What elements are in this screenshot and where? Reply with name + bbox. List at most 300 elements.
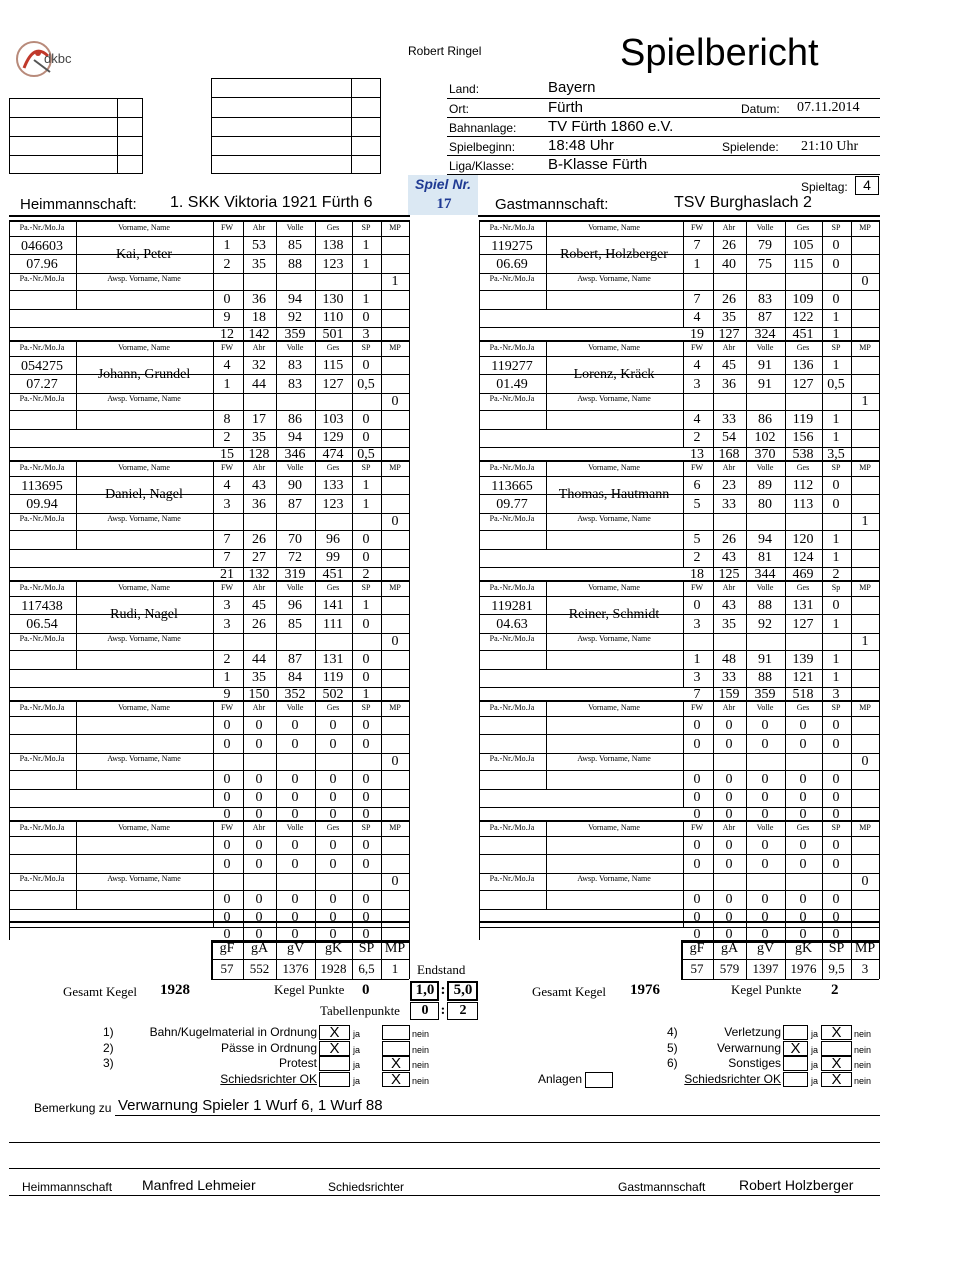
rule-line — [851, 340, 852, 460]
player-birth: 07.96 — [26, 257, 58, 272]
rule-line — [785, 700, 786, 820]
col-header-fw: FW — [221, 823, 233, 832]
rule-line — [479, 513, 879, 514]
away-kegelpunkte-value: 2 — [831, 982, 839, 998]
info-value: Fürth — [548, 99, 584, 116]
rule-line — [9, 567, 409, 568]
throw-value: 0 — [362, 838, 370, 853]
throw-value: 7 — [693, 238, 701, 253]
check-ja-label: ja — [353, 1060, 361, 1070]
totals-header: SP — [828, 941, 845, 956]
player-birth: 09.77 — [496, 497, 528, 512]
rule-line — [9, 1168, 880, 1169]
player-mp: 0 — [391, 394, 399, 409]
col-header-ges: Ges — [326, 703, 340, 712]
col-header-id: Pa.-Nr./Mo.Ja — [19, 463, 65, 472]
home-gesamt-value: 1928 — [160, 982, 190, 998]
check-ja-label: ja — [811, 1029, 819, 1039]
rule-line — [381, 940, 382, 979]
throw-value: 127 — [322, 377, 344, 392]
rule-line — [479, 614, 879, 615]
check-ja-label: ja — [353, 1044, 361, 1055]
throw-value: 0 — [832, 838, 840, 853]
col-header-awsp: Awsp. Vorname, Name — [107, 514, 181, 523]
rule-line — [76, 340, 77, 429]
rule-line — [546, 460, 547, 549]
bemerkung-label: Bemerkung zu — [34, 1101, 112, 1115]
rule-line — [9, 494, 409, 495]
throw-value: 1 — [223, 377, 231, 392]
throw-value: 1 — [223, 670, 231, 685]
rule-line — [76, 700, 77, 789]
sum-value: 3 — [832, 687, 840, 702]
away-team-label: Gastmannschaft: — [495, 196, 609, 213]
rule-line — [447, 117, 880, 118]
throw-value: 0 — [291, 838, 299, 853]
rule-line — [9, 734, 409, 735]
throw-value: 127 — [792, 377, 814, 392]
throw-value: 36 — [252, 497, 266, 512]
throw-value: 0 — [362, 892, 370, 907]
col-header-sp: SP — [831, 823, 841, 832]
rule-line — [879, 220, 880, 340]
tabellen-sep: : — [440, 1003, 446, 1018]
sum-value: 0 — [362, 927, 370, 942]
throw-value: 18 — [252, 310, 266, 325]
col-header-fw: FW — [221, 343, 233, 352]
rule-line — [479, 734, 879, 735]
totals-value: 57 — [220, 961, 234, 976]
sum-value: 128 — [248, 447, 270, 462]
throw-value: 35 — [252, 670, 266, 685]
throw-value: 0 — [832, 497, 840, 512]
rule-line — [479, 254, 879, 255]
throw-value: 0 — [291, 857, 299, 872]
rule-line — [479, 356, 879, 357]
rule-line — [315, 700, 316, 820]
rule-line — [879, 700, 880, 820]
sum-value: 19 — [690, 327, 704, 342]
throw-value: 0 — [329, 838, 337, 853]
throw-value: 0 — [291, 718, 299, 733]
sum-value: 451 — [322, 567, 344, 582]
rule-line — [9, 136, 143, 137]
throw-value: 0 — [223, 838, 231, 853]
sum-value: 501 — [322, 327, 344, 342]
throw-value: 3 — [223, 497, 231, 512]
sum-value: 0 — [761, 807, 769, 822]
rule-line — [479, 327, 879, 328]
throw-value: 0 — [799, 892, 807, 907]
throw-value: 0 — [761, 892, 769, 907]
throw-value: 141 — [322, 598, 344, 613]
throw-value: 0 — [799, 718, 807, 733]
rule-line — [9, 807, 409, 808]
rule-line — [479, 290, 879, 291]
throw-value: 0,5 — [357, 377, 375, 392]
col-header-abr: Abr — [252, 223, 266, 232]
rule-line — [479, 410, 879, 411]
col-header-id: Pa.-Nr./Mo.Ja — [489, 394, 535, 403]
rule-line — [479, 567, 879, 568]
throw-value: 43 — [252, 478, 266, 493]
throw-value: 54 — [722, 430, 736, 445]
check-label: Protest — [278, 1056, 317, 1070]
throw-value: 36 — [722, 377, 736, 392]
throw-value: 1 — [832, 310, 840, 325]
totals-value: 9,5 — [828, 961, 845, 976]
throw-value: 0 — [725, 790, 733, 805]
col-header-sp: SP — [361, 343, 371, 352]
check-ja-label: ja — [353, 1029, 361, 1039]
rule-line — [546, 700, 547, 789]
rule-line — [243, 460, 244, 580]
col-header-volle: Volle — [756, 343, 774, 352]
throw-value: 94 — [758, 532, 772, 547]
col-header-awsp: Awsp. Vorname, Name — [577, 634, 651, 643]
throw-value: 0 — [255, 772, 263, 787]
rule-line — [851, 700, 852, 820]
throw-value: 0 — [761, 910, 769, 925]
rule-line — [479, 854, 879, 855]
throw-value: 0 — [291, 910, 299, 925]
throw-value: 83 — [288, 377, 302, 392]
col-header-id: Pa.-Nr./Mo.Ja — [489, 514, 535, 523]
throw-value: 75 — [758, 257, 772, 272]
throw-value: 1 — [362, 238, 370, 253]
col-header-sp: SP — [831, 343, 841, 352]
throw-value: 0 — [761, 772, 769, 787]
sum-value: 518 — [792, 687, 814, 702]
anlagen-box — [585, 1072, 613, 1088]
throw-value: 85 — [288, 617, 302, 632]
throw-value: 115 — [322, 358, 344, 373]
rule-line — [409, 820, 410, 940]
endstand-label: Endstand — [417, 962, 466, 977]
sum-value: 21 — [220, 567, 234, 582]
throw-value: 2 — [223, 257, 231, 272]
sum-value: 0 — [329, 807, 337, 822]
rule-line — [713, 940, 714, 979]
sum-value: 0,5 — [357, 447, 375, 462]
away-team-name: TSV Burghaslach 2 — [674, 194, 812, 211]
footer-gast-name: Robert Holzberger — [739, 1177, 854, 1193]
author-name: Robert Ringel — [408, 44, 482, 58]
throw-value: 0 — [761, 857, 769, 872]
throw-value: 72 — [288, 550, 302, 565]
throw-value: 35 — [252, 257, 266, 272]
throw-value: 124 — [792, 550, 814, 565]
throw-value: 1 — [223, 238, 231, 253]
sum-value: 0 — [725, 807, 733, 822]
throw-value: 1 — [693, 652, 701, 667]
sum-value: 12 — [220, 327, 234, 342]
throw-value: 119 — [792, 412, 814, 427]
throw-value: 0 — [725, 857, 733, 872]
sum-value: 0 — [329, 927, 337, 942]
col-header-abr: Abr — [722, 703, 736, 712]
rule-line — [9, 155, 143, 156]
throw-value: 1 — [362, 497, 370, 512]
throw-value: 3 — [223, 617, 231, 632]
rule-line — [9, 687, 409, 688]
check-number: 2) — [103, 1040, 114, 1055]
throw-value: 84 — [288, 670, 302, 685]
check-label: Verletzung — [724, 1025, 781, 1039]
sum-value: 344 — [754, 567, 776, 582]
sum-value: 0 — [223, 807, 231, 822]
player-pass-number: 117438 — [21, 599, 63, 614]
sum-value: 0 — [761, 927, 769, 942]
col-header-id: Pa.-Nr./Mo.Ja — [489, 703, 535, 712]
rule-line — [352, 460, 353, 580]
throw-value: 3 — [693, 377, 701, 392]
rule-line — [681, 940, 879, 943]
rule-line — [479, 700, 879, 702]
rule-line — [479, 700, 480, 820]
col-header-awsp: Awsp. Vorname, Name — [107, 874, 181, 883]
throw-value: 0 — [761, 737, 769, 752]
player-mp: 0 — [391, 514, 399, 529]
col-header-id: Pa.-Nr./Mo.Ja — [19, 394, 65, 403]
rule-line — [9, 596, 409, 597]
rule-line — [879, 460, 880, 580]
throw-value: 0 — [832, 598, 840, 613]
rule-line — [479, 580, 879, 582]
throw-value: 0 — [362, 310, 370, 325]
totals-value: 57 — [690, 961, 704, 976]
player-name: Johann, Grundel — [97, 367, 191, 382]
check-ja-box — [319, 1072, 350, 1087]
throw-value: 1 — [832, 412, 840, 427]
check-label: Bahn/Kugelmaterial in Ordnung — [149, 1025, 317, 1039]
player-mp: 0 — [391, 874, 399, 889]
player-name: Kai, Peter — [116, 247, 172, 262]
rule-line — [822, 700, 823, 820]
rule-line — [479, 460, 879, 462]
col-header-volle: Volle — [286, 583, 304, 592]
rule-line — [315, 460, 316, 580]
throw-value: 32 — [252, 358, 266, 373]
throw-value: 8 — [223, 412, 231, 427]
rule-line — [681, 979, 879, 980]
totals-header: gA — [250, 941, 269, 956]
info-label: Bahnanlage: — [449, 121, 517, 135]
throw-value: 35 — [252, 430, 266, 445]
throw-value: 4 — [693, 358, 701, 373]
player-birth: 04.63 — [496, 617, 528, 632]
sum-value: 142 — [248, 327, 270, 342]
player-mp: 0 — [861, 874, 869, 889]
rule-line — [352, 340, 353, 460]
throw-value: 0 — [362, 617, 370, 632]
rule-line — [213, 580, 214, 687]
rule-line — [479, 669, 879, 670]
col-header-name: Vorname, Name — [118, 823, 170, 832]
player-mp: 0 — [391, 754, 399, 769]
rule-line — [546, 220, 547, 309]
col-header-fw: FW — [691, 703, 703, 712]
throw-value: 87 — [288, 497, 302, 512]
throw-value: 0 — [693, 857, 701, 872]
col-header-id: Pa.-Nr./Mo.Ja — [489, 463, 535, 472]
throw-value: 0 — [255, 718, 263, 733]
rule-line — [9, 215, 410, 217]
col-header-sp: SP — [831, 223, 841, 232]
sum-value: 359 — [284, 327, 306, 342]
throw-value: 4 — [223, 358, 231, 373]
throw-value: 131 — [792, 598, 814, 613]
col-header-abr: Abr — [252, 823, 266, 832]
sum-value: 324 — [754, 327, 776, 342]
throw-value: 26 — [722, 238, 736, 253]
rule-line — [213, 700, 214, 807]
col-header-mp: MP — [389, 823, 401, 832]
col-header-volle: Volle — [286, 703, 304, 712]
rule-line — [9, 753, 409, 754]
throw-value: 0 — [832, 257, 840, 272]
sum-value: 1 — [362, 687, 370, 702]
col-header-fw: FW — [691, 463, 703, 472]
throw-value: 99 — [326, 550, 340, 565]
rule-line — [479, 220, 480, 340]
rule-line — [9, 460, 10, 580]
player-pass-number: 119275 — [491, 239, 533, 254]
throw-value: 85 — [288, 238, 302, 253]
sum-value: 0 — [291, 927, 299, 942]
spieltag-label: Spieltag: — [801, 180, 848, 194]
rule-line — [851, 220, 852, 340]
rule-line — [822, 220, 823, 340]
info-value: Bayern — [548, 79, 596, 96]
check-ja-mark: X — [790, 1039, 801, 1057]
throw-value: 96 — [288, 598, 302, 613]
player-mp: 1 — [861, 514, 869, 529]
sum-value: 0 — [291, 807, 299, 822]
rule-line — [9, 716, 409, 717]
rule-line — [409, 940, 410, 979]
check-nein-mark: X — [390, 1070, 402, 1088]
col-header-awsp: Awsp. Vorname, Name — [107, 754, 181, 763]
totals-header: SP — [358, 941, 375, 956]
check-label: Verwarnung — [716, 1040, 781, 1055]
player-birth: 06.54 — [26, 617, 58, 632]
throw-value: 26 — [252, 532, 266, 547]
throw-value: 45 — [722, 358, 736, 373]
throw-value: 0 — [255, 790, 263, 805]
rule-line — [9, 650, 409, 651]
throw-value: 0 — [832, 478, 840, 493]
rule-line — [479, 650, 879, 651]
throw-value: 0 — [362, 910, 370, 925]
sum-value: 451 — [792, 327, 814, 342]
col-header-name: Vorname, Name — [588, 583, 640, 592]
throw-value: 0 — [761, 790, 769, 805]
throw-value: 4 — [223, 478, 231, 493]
throw-value: 0 — [329, 892, 337, 907]
throw-value: 0 — [329, 737, 337, 752]
throw-value: 0 — [832, 857, 840, 872]
throw-value: 44 — [252, 652, 266, 667]
throw-value: 96 — [326, 532, 340, 547]
totals-value: 1 — [391, 961, 399, 976]
rule-line — [822, 340, 823, 460]
throw-value: 1 — [362, 257, 370, 272]
col-header-volle: Volle — [756, 223, 774, 232]
rule-line — [315, 580, 316, 700]
col-header-volle: Volle — [756, 463, 774, 472]
throw-value: 0 — [223, 910, 231, 925]
check-nein-mark: X — [831, 1055, 842, 1072]
rule-line — [211, 959, 409, 960]
check-ja-mark: X — [329, 1039, 340, 1057]
rule-line — [851, 460, 852, 580]
throw-value: 0 — [832, 772, 840, 787]
rule-line — [9, 927, 409, 928]
player-pass-number: 113665 — [491, 479, 533, 494]
col-header-fw: FW — [221, 583, 233, 592]
col-header-name: Vorname, Name — [118, 583, 170, 592]
throw-value: 109 — [792, 292, 814, 307]
check-nein-label: nein — [854, 1075, 872, 1086]
rule-line — [479, 236, 879, 237]
col-header-id: Pa.-Nr./Mo.Ja — [19, 274, 65, 283]
col-header-id: Pa.-Nr./Mo.Ja — [489, 874, 535, 883]
rule-line — [76, 220, 77, 309]
info-value: 18:48 Uhr — [548, 137, 614, 154]
rule-line — [479, 309, 879, 310]
totals-value: 579 — [719, 961, 740, 976]
sum-value: 0 — [832, 807, 840, 822]
throw-value: 7 — [223, 550, 231, 565]
sum-value: 538 — [792, 447, 814, 462]
col-header-volle: Volle — [756, 703, 774, 712]
rule-line — [683, 700, 684, 807]
rule-line — [785, 460, 786, 580]
check-nein-label: nein — [854, 1044, 872, 1055]
col-header-mp: MP — [859, 823, 871, 832]
throw-value: 127 — [792, 617, 814, 632]
throw-value: 87 — [758, 310, 772, 325]
rule-line — [683, 220, 684, 327]
rule-line — [479, 890, 879, 891]
throw-value: 0 — [693, 772, 701, 787]
throw-value: 0 — [329, 910, 337, 925]
col-header-fw: FW — [691, 823, 703, 832]
sum-value: 319 — [284, 567, 306, 582]
col-header-id: Pa.-Nr./Mo.Ja — [19, 754, 65, 763]
col-header-id: Pa.-Nr./Mo.Ja — [19, 583, 65, 592]
rule-line — [276, 220, 277, 340]
endstand-sep: : — [440, 982, 446, 998]
rule-line — [9, 700, 409, 702]
col-header-name: Vorname, Name — [118, 703, 170, 712]
throw-value: 0 — [761, 838, 769, 853]
date-label: Datum: — [741, 102, 780, 116]
throw-value: 86 — [758, 412, 772, 427]
throw-value: 44 — [252, 377, 266, 392]
rule-line — [276, 340, 277, 460]
totals-header: gK — [324, 941, 343, 956]
sum-value: 2 — [362, 567, 370, 582]
throw-value: 0 — [725, 718, 733, 733]
col-header-ges: Ges — [796, 703, 810, 712]
throw-value: 111 — [323, 617, 343, 632]
sum-value: 0 — [799, 927, 807, 942]
sum-value: 502 — [322, 687, 344, 702]
throw-value: 0 — [725, 892, 733, 907]
totals-header: gV — [756, 941, 775, 956]
